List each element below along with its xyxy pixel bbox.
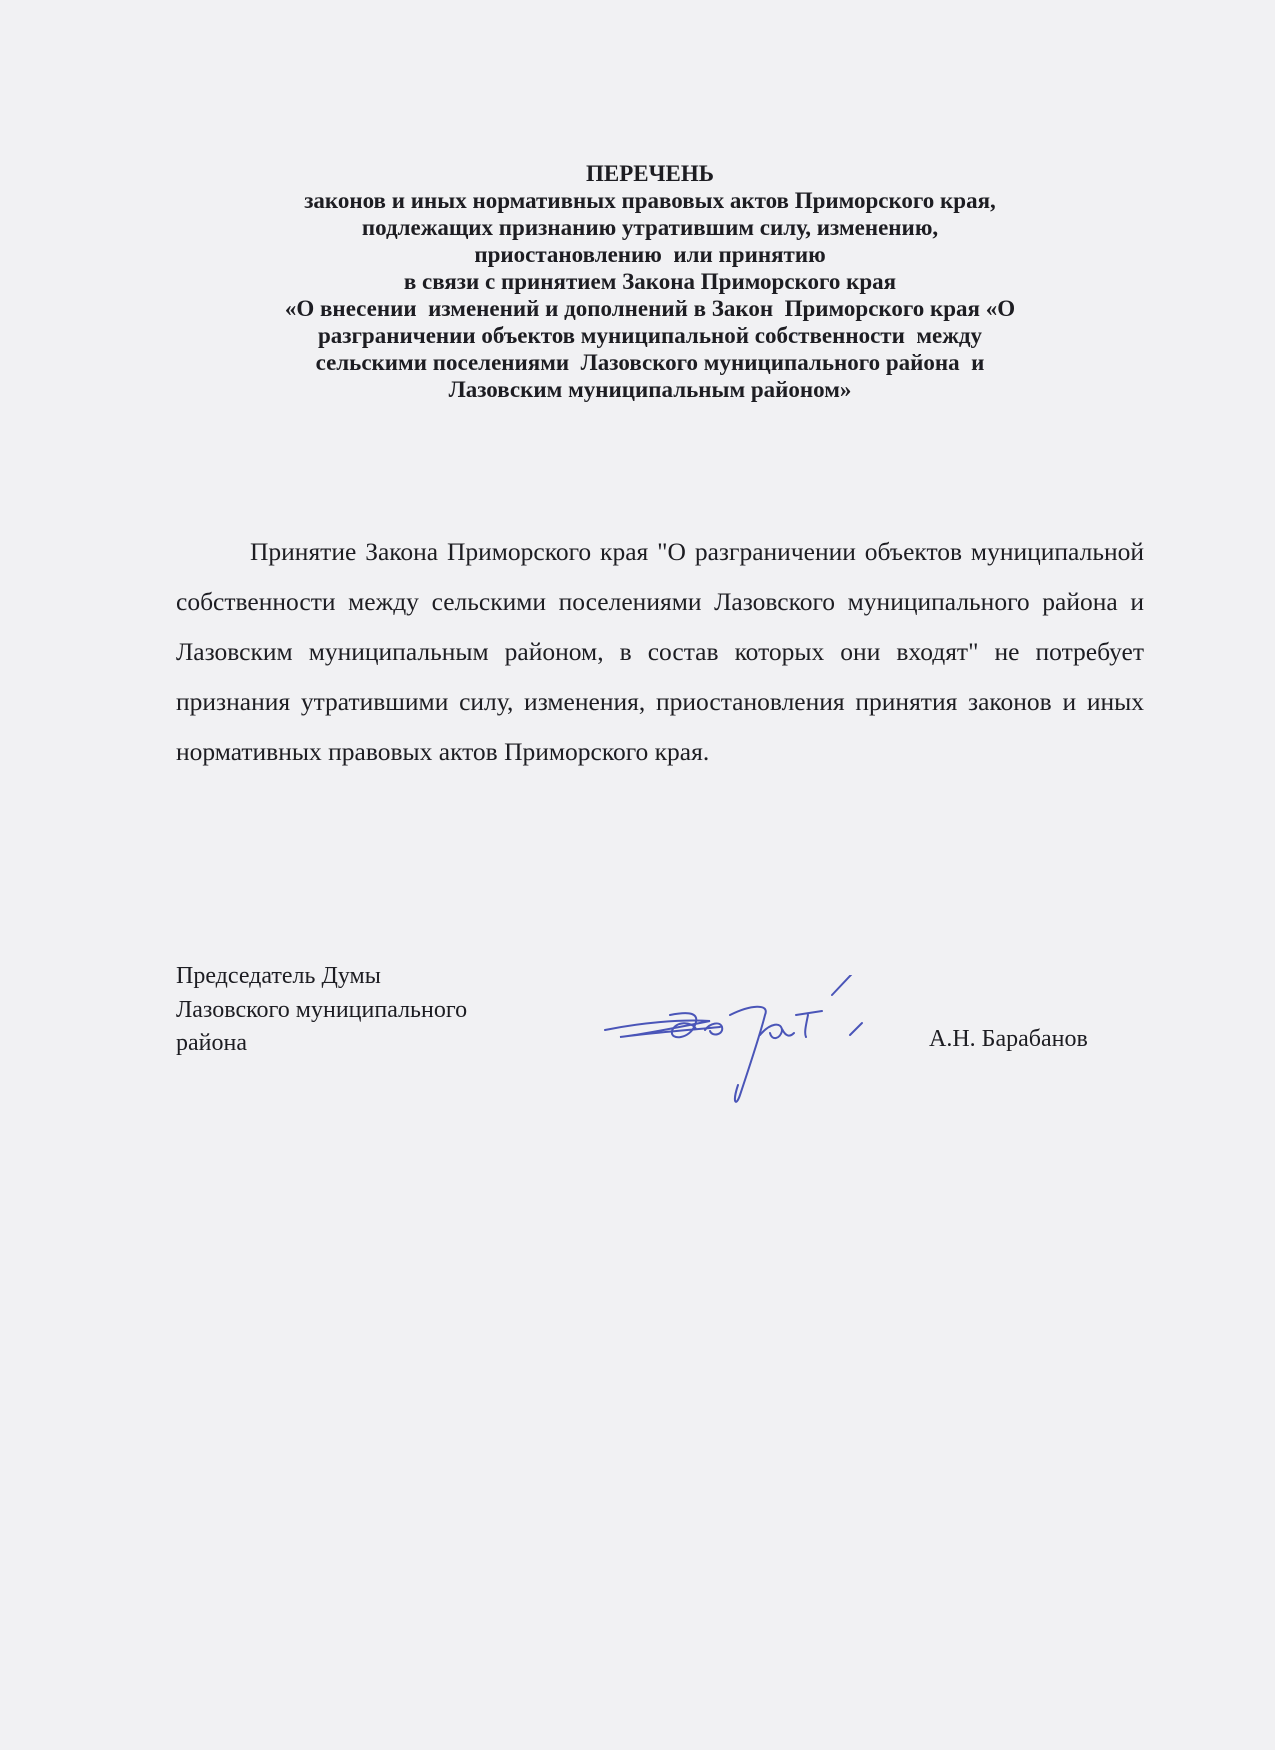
handwritten-signature	[600, 975, 910, 1110]
title-line: Лазовским муниципальным районом»	[448, 377, 852, 402]
title-line: приостановлению или принятию	[474, 242, 826, 267]
title-heading: ПЕРЕЧЕНЬ	[586, 161, 714, 186]
signatory-name: А.Н. Барабанов	[929, 1026, 1088, 1052]
title-line: «О внесении изменений и дополнений в Закон Приморского края «О	[284, 296, 1016, 321]
position-line: Председатель Думы	[176, 963, 381, 989]
signatory-position	[176, 960, 467, 1061]
title-line: сельскими поселениями Лазовского муниципального района и	[315, 350, 985, 375]
title-line: подлежащих признанию утратившим силу, изменению,	[361, 215, 939, 240]
position-line: района	[176, 1030, 247, 1056]
title-line: разграничении объектов муниципальной собственности между	[317, 323, 983, 348]
document-title	[150, 160, 1150, 403]
title-line: в связи с принятием Закона Приморского края	[403, 269, 897, 294]
title-line: законов и иных нормативных правовых актов Приморского края,	[304, 188, 996, 213]
position-line: Лазовского муниципального	[176, 996, 468, 1023]
body-paragraph: Принятие Закона Приморского края "О разграничении объектов муниципальной собственности между сельскими поселениями Лазовского муниципального района и Лазовским муниципальным районом, в состав которых они входят" не потребует признания утратившими силу, изменения, приостановления принятия законов и иных нормативных правовых актов Приморского края.	[176, 537, 1144, 766]
